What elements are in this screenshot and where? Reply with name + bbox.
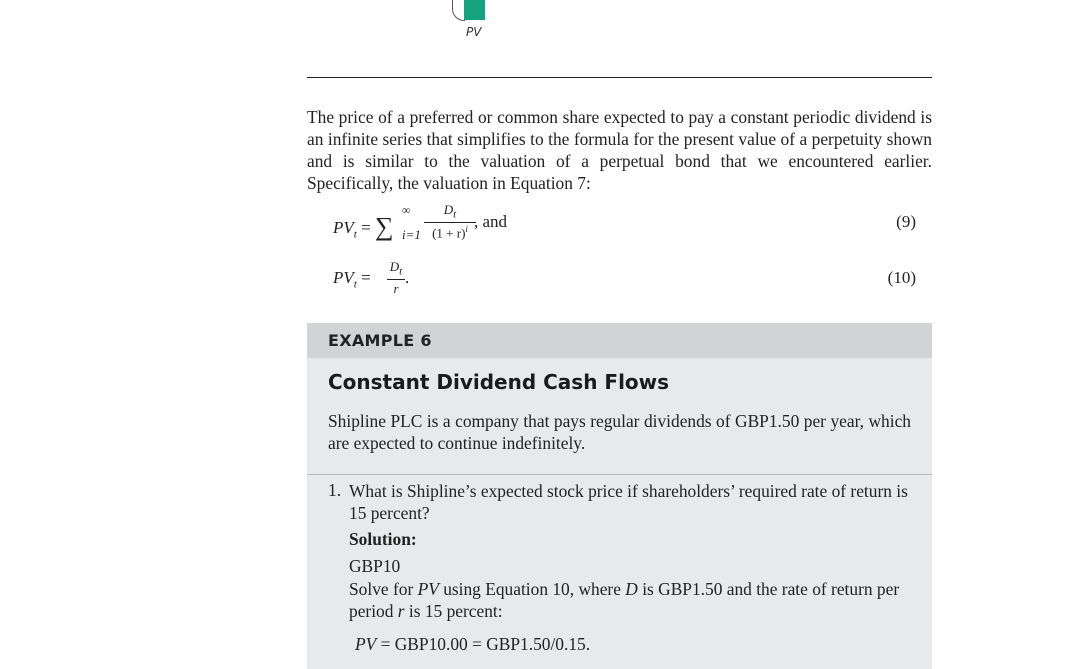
example-label: EXAMPLE 6 [328,331,432,350]
eq9-numerator: D [443,202,454,217]
eq9-fraction [424,202,476,241]
eq9-lhs: PV [333,218,354,237]
eq10-lhs: PV [333,268,354,287]
equation-10: $PV_t$ = [333,268,371,291]
eq10-suffix: . [405,268,410,287]
example-title: Constant Dividend Cash Flows [328,370,670,394]
eq10-lhs-sub: t [353,278,357,291]
example-box [307,323,932,669]
example-separator [307,474,932,475]
eq10-numerator: D [389,259,400,274]
equation-10-number: (10) [887,268,916,287]
eq9-suffix: , and [474,212,508,231]
eq9-denominator: (1 + r) [432,224,466,240]
eq9-sum-upper: ∞ [402,203,411,217]
solution-equation: PV = GBP10.00 = GBP1.50/0.15. [355,634,591,654]
eq10-denominator: r [393,280,399,296]
question-text: What is Shipline’s expected stock price if shareholders’ required rate of return is 15 percent? [349,481,908,523]
example-header [307,323,932,358]
eq9-sum-lower: i=1 [402,227,421,242]
eq9-denominator-sup: i [465,223,468,234]
solution-label: Solution: [349,529,417,549]
eq9-numerator-sub: t [453,208,457,221]
question-number: 1. [328,480,342,500]
example-description: Shipline PLC is a company that pays regular dividends of GBP1.50 per year, which are expected to continue indefinitely. [328,411,911,453]
intro-paragraph: The price of a preferred or common share expected to pay a constant periodic dividend is an infinite series that simplifies to the formula for the present value of a perpetuity shown and is similar to the valuation of a perpetual bond that we encountered earlier. Specifically, the valuation in Equation 7: [307,107,932,193]
eq9-lhs-sub: t [353,228,357,241]
summation-symbol: ∑ [374,212,394,241]
figure-bar [464,0,485,20]
section-divider [307,77,932,78]
solution-answer: GBP10 [349,556,401,576]
equation-9-number: (9) [896,212,916,231]
solution-text: Solve for PV using Equation 10, where D is GBP1.50 and the rate of return per period r is 15 percent: [349,579,900,621]
eq10-numerator-sub: t [399,265,403,278]
equation-9: $PV_t$ = ∑ [333,212,394,241]
figure-label: PV [466,25,482,39]
eq10-fraction [387,259,405,297]
